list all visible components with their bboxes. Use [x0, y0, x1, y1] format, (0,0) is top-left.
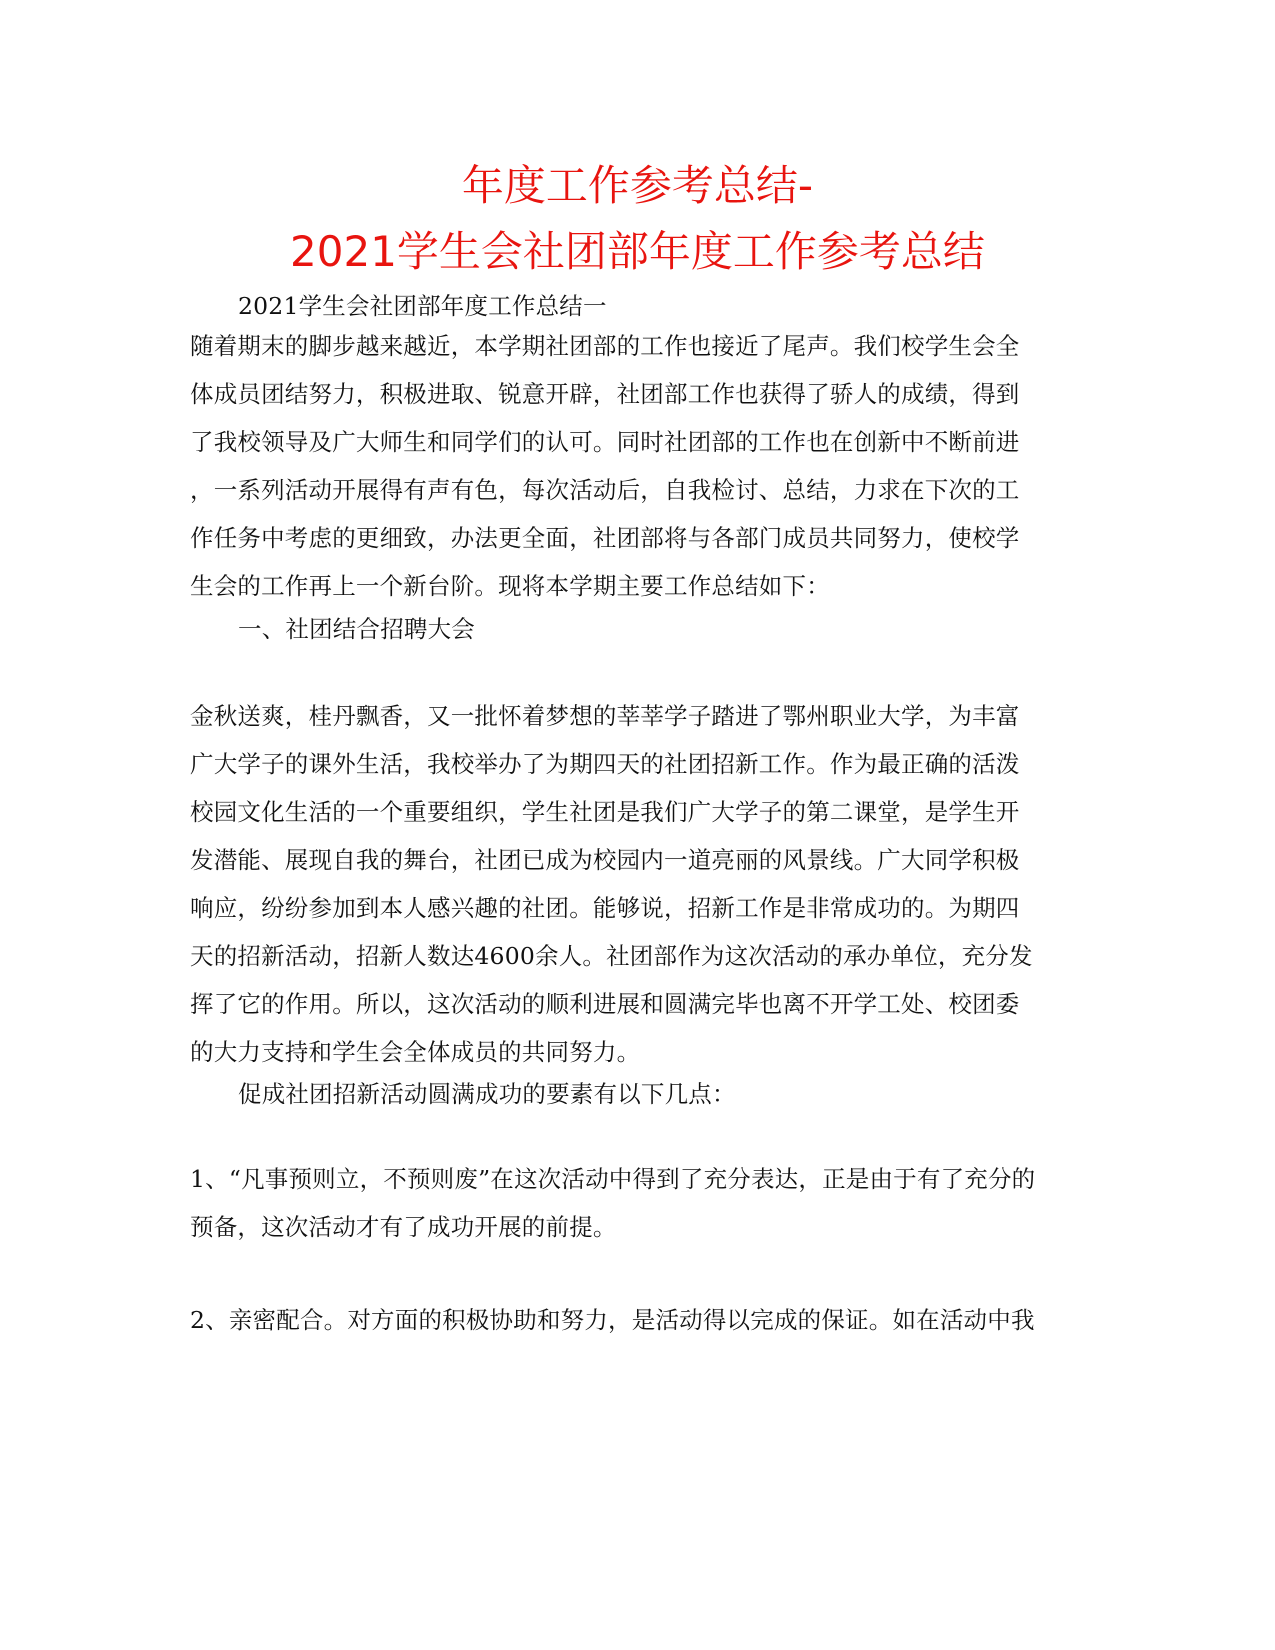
- paragraph-line: 响应，纷纷参加到本人感兴趣的社团。能够说，招新工作是非常成功的。为期四: [190, 894, 1020, 922]
- paragraph-line: 校园文化生活的一个重要组织，学生社团是我们广大学子的第二课堂，是学生开: [190, 798, 1020, 826]
- list-item-point-2: [190, 1296, 1070, 1344]
- subtitle: 2021学生会社团部年度工作总结一: [238, 292, 607, 320]
- paragraph-line: 1、“凡事预则立，不预则废”在这次活动中得到了充分表达，正是由于有了充分的: [190, 1165, 1036, 1193]
- intro-paragraph: [190, 322, 1070, 610]
- paragraph-line: ，一系列活动开展得有声有色，每次活动后，自我检讨、总结，力求在下次的工: [190, 476, 1020, 504]
- paragraph-line: 随着期末的脚步越来越近，本学期社团部的工作也接近了尾声。我们校学生会全: [190, 332, 1020, 360]
- paragraph-line: 挥了它的作用。所以，这次活动的顺利进展和圆满完毕也离不开学工处、校团委: [190, 990, 1020, 1018]
- paragraph-line: 作任务中考虑的更细致，办法更全面，社团部将与各部门成员共同努力，使校学: [190, 524, 1020, 552]
- paragraph-line: 的大力支持和学生会全体成员的共同努力。: [190, 1038, 641, 1066]
- paragraph-line: 2、亲密配合。对方面的积极协助和努力，是活动得以完成的保证。如在活动中我: [190, 1306, 1035, 1334]
- paragraph-line: 体成员团结努力，积极进取、锐意开辟，社团部工作也获得了骄人的成绩，得到: [190, 380, 1020, 408]
- paragraph-line: 天的招新活动，招新人数达4600余人。社团部作为这次活动的承办单位，充分发: [190, 942, 1033, 970]
- document-title-line-1: 年度工作参考总结-: [461, 161, 814, 210]
- section-heading: 一、社团结合招聘大会: [238, 615, 475, 643]
- factors-heading: 促成社团招新活动圆满成功的要素有以下几点：: [238, 1080, 736, 1108]
- paragraph-line: 广大学子的课外生活，我校举办了为期四天的社团招新工作。作为最正确的活泼: [190, 750, 1020, 778]
- paragraph-line: 发潜能、展现自我的舞台，社团已成为校园内一道亮丽的风景线。广大同学积极: [190, 846, 1020, 874]
- paragraph-line: 了我校领导及广大师生和同学们的认可。同时社团部的工作也在创新中不断前进: [190, 428, 1020, 456]
- paragraph-line: 金秋送爽，桂丹飘香，又一批怀着梦想的莘莘学子踏进了鄂州职业大学，为丰富: [190, 702, 1020, 730]
- paragraph-line: 预备，这次活动才有了成功开展的前提。: [190, 1213, 617, 1241]
- section-paragraph: [190, 692, 1070, 1076]
- paragraph-line: 生会的工作再上一个新台阶。现将本学期主要工作总结如下：: [190, 572, 830, 600]
- list-item-point-1: [190, 1155, 1070, 1251]
- document-title-line-2: 2021学生会社团部年度工作参考总结: [290, 227, 985, 276]
